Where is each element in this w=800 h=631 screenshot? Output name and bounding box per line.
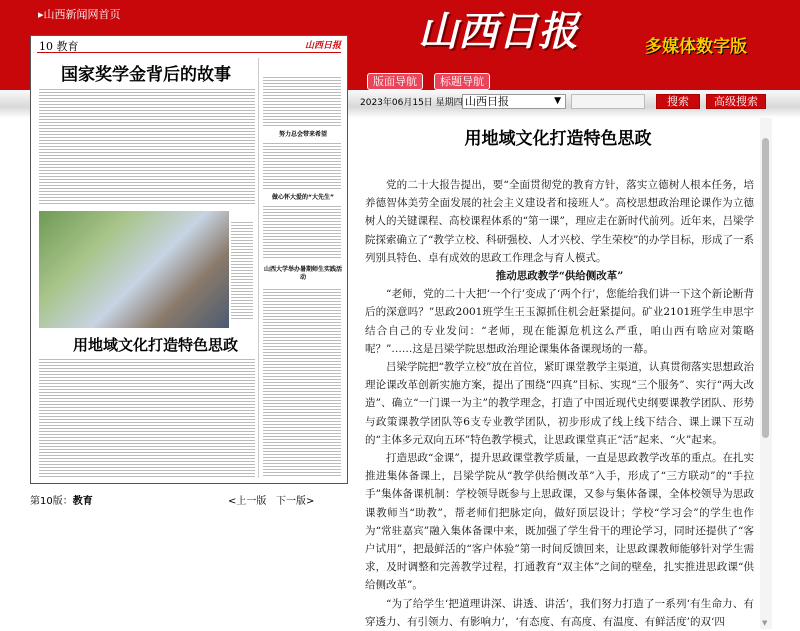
preview-text <box>39 358 255 478</box>
preview-text <box>263 205 341 260</box>
page-preview[interactable] <box>30 35 348 484</box>
paragraph: 打造思政“金课”，提升思政课堂教学质量，一直是思政教学改革的重点。在扎实推进集体备课上，吕梁学院从“教学供给侧改革”入手，形成了“三方联动”的“手拉手”集体备课机制：学校领导既参与上思政课，又参与集体备课，全体校领导为思政课教师当“助教”，帮老师们把脉定向，做好顶层设计；学校“学习会”的学生也作为“常驻嘉宾”融入集体备课中来，既加强了学生骨干的理论学习，同时还提供了“客户试用”，把最鲜活的“客户体验”第一时间反馈回来，让思政课教师能够针对学生需求，及时调整和完善教学过程，打通教育“双主体”之间的壁垒，扎实推进思政课“供给侧改革”。 <box>365 452 754 592</box>
article-body <box>362 176 754 631</box>
preview-text <box>231 221 253 321</box>
preview-text <box>263 142 341 190</box>
page-nav-button[interactable]: 版面导航 <box>367 73 423 90</box>
scrollbar-thumb[interactable] <box>762 138 769 438</box>
article-title: 用地域文化打造特色思政 <box>464 129 652 149</box>
search-button[interactable]: 搜索 <box>656 94 700 109</box>
page-label <box>30 492 93 507</box>
preview-headline-top[interactable]: 国家奖学金背后的故事 <box>61 65 231 85</box>
prev-page-link[interactable]: <上一版 <box>228 496 267 507</box>
home-link[interactable]: ▸山西新闻网首页 <box>38 8 121 21</box>
title-nav-button[interactable]: 标题导航 <box>434 73 490 90</box>
preview-section: 10 教育 <box>39 40 79 53</box>
chevron-down-icon: ▼ <box>554 96 561 106</box>
site-logo: 山西日报 <box>418 8 578 55</box>
divider <box>258 58 259 478</box>
divider <box>37 52 341 53</box>
paragraph: 党的二十大报告提出，要“全面贯彻党的教育方针，落实立德树人根本任务，培养德智体美劳全面发展的社会主义建设者和接班人”。高校思想政治理论课作为立德树人的关键课程、高校课程体系的“第一课”，理应走在新时代前列。近年来，吕梁学院探索确立了“教学立校、科研强校、人才兴校、学生荣校”的办学目标，形成了一系列别具特色、卓有成效的思政工作理念与育人模式。 <box>365 179 754 264</box>
search-input[interactable] <box>571 94 645 109</box>
preview-text <box>263 288 341 476</box>
paragraph: 吕梁学院把“教学立校”放在首位，紧盯课堂教学主渠道，认真贯彻落实思想政治理论课改革创新实施方案，提出了围绕“四真”目标、实现“三个服务”、实行“两大改造”、确立“一门课一为主”的教学理念，打造了中国近现代史纲要课教学团队、形势与政策课教学团队等6支专业教学团队，初步形成了线上线下结合、课上课下互动的“主体多元双向五环”特色教学模式，让思政课堂真正“活”起来、“火”起来。 <box>365 361 754 446</box>
advanced-search-button[interactable]: 高级搜索 <box>706 94 766 109</box>
paper-select-value: 山西日报 <box>465 95 509 108</box>
page-name: 教育 <box>72 496 93 507</box>
next-page-link[interactable]: 下一版> <box>276 496 315 507</box>
preview-side-title[interactable]: 山西大学举办暑期师生实践活动 <box>263 266 342 281</box>
subheading: 推动思政教学“供给侧改革” <box>495 270 624 283</box>
paragraph: “为了给学生‘把道理讲深、讲透、讲活’，我们努力打造了一系列‘有生命力、有穿透力、有引领力、有影响力’，‘有态度、有高度、有温度、有鲜活度’的双‘四 <box>365 597 754 628</box>
issue-date: 2023年06月15日 星期四 <box>360 98 463 108</box>
preview-masthead: 山西日报 <box>304 41 341 51</box>
preview-photo[interactable] <box>39 211 229 328</box>
scroll-down-icon[interactable]: ▼ <box>762 619 768 627</box>
article-pane <box>362 118 754 631</box>
preview-text <box>263 76 341 126</box>
preview-side-title[interactable]: 努力总会带来希望 <box>278 131 327 138</box>
preview-headline-bottom[interactable]: 用地域文化打造特色思政 <box>73 336 239 354</box>
paragraph: “老师，党的二十大把‘一个行’变成了‘两个行’，您能给我们讲一下这个新论断背后的深意吗？”思政2001班学生王玉源抓住机会赶紧提问。矿业2101班学生申思宇结合自己的专业发问：“老师，现在能源危机这么严重，咱山西有啥应对策略呢？”……这是吕梁学院思想政治理论课集体备课现场的一幕。 <box>365 288 754 355</box>
page-label-prefix: 第10版： <box>30 496 73 507</box>
paper-select[interactable] <box>462 94 566 109</box>
site-subtitle: 多媒体数字版 <box>645 37 747 57</box>
preview-text <box>39 88 255 206</box>
preview-side-title[interactable]: 做心怀大爱的“大先生” <box>272 194 334 201</box>
scrollbar[interactable] <box>760 118 772 629</box>
